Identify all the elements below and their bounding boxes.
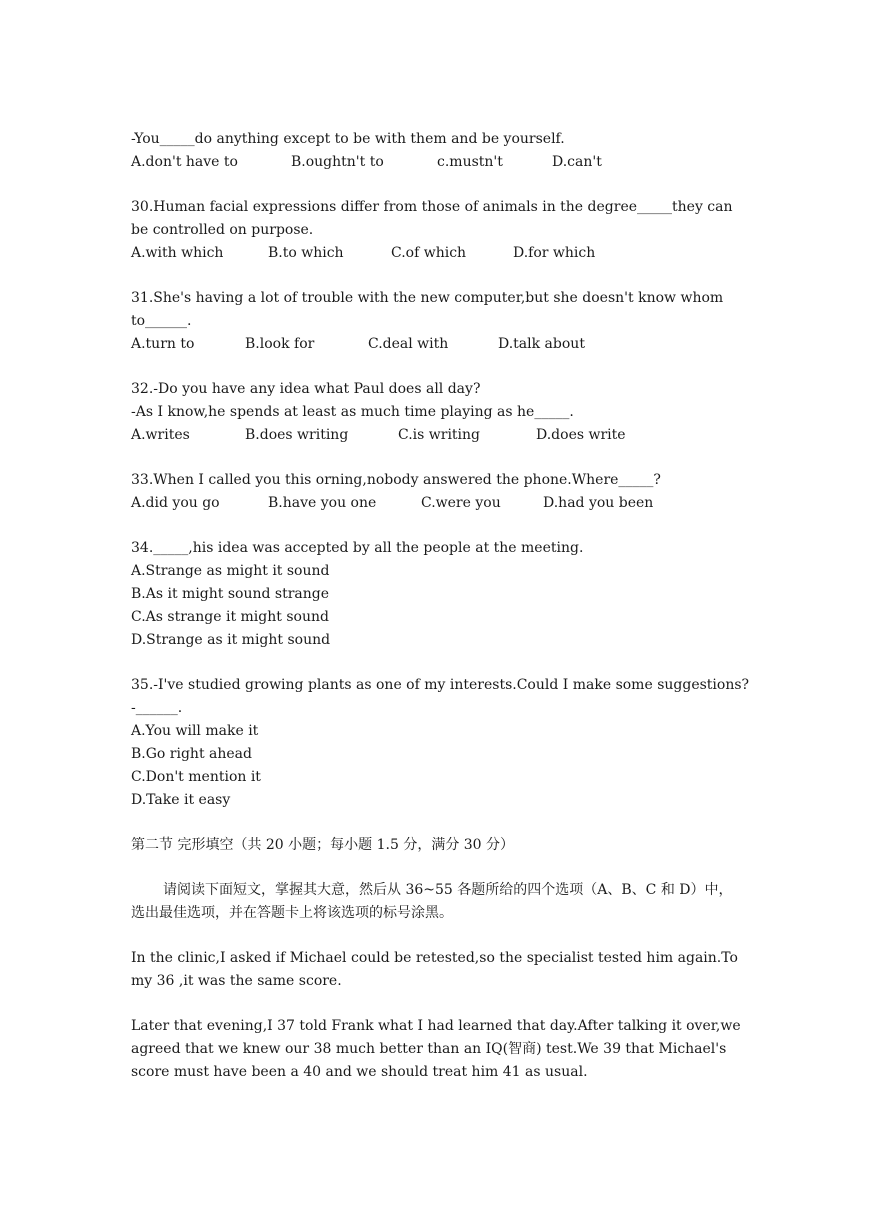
option-c: C.were you (421, 495, 501, 511)
option-c: C.As strange it might sound (131, 609, 329, 625)
option-row (131, 492, 741, 515)
option-b: B.does writing (245, 427, 349, 443)
option-d: D.for which (513, 245, 596, 261)
option-row (131, 424, 741, 447)
option-c: C.of which (391, 245, 467, 261)
section-heading: 第二节 完形填空（共 20 小题；每小题 1.5 分，满分 30 分） (131, 837, 515, 853)
option-d: D.Take it easy (131, 792, 231, 808)
option-a: A.Strange as might it sound (131, 563, 330, 579)
option-d: D.talk about (498, 336, 585, 352)
passage-paragraph-1: In the clinic,I asked if Michael could be retested,so the specialist tested him again.To my 36 ,it was the same score. (131, 950, 738, 989)
question-text-continued: -As I know,he spends at least as much time playing as he_____. (131, 404, 574, 420)
question-31 (131, 287, 741, 356)
question-text: 32.-Do you have any idea what Paul does all day? (131, 381, 481, 397)
option-b: B.Go right ahead (131, 746, 252, 762)
option-c: C.Don't mention it (131, 769, 261, 785)
question-35 (131, 674, 750, 812)
question-text: -You_____do anything except to be with them and be yourself. (131, 131, 565, 147)
question-text: 30.Human facial expressions differ from those of animals in the degree_____they can (131, 199, 733, 215)
option-c: C.deal with (368, 336, 449, 352)
question-text-continued: be controlled on purpose. (131, 222, 314, 238)
option-a: A.writes (131, 427, 190, 443)
question-text-continued: to______. (131, 313, 192, 329)
option-row (131, 333, 741, 356)
option-c: C.is writing (398, 427, 481, 443)
question-text: 34._____,his idea was accepted by all the people at the meeting. (131, 540, 584, 556)
document-content (131, 128, 750, 1106)
option-b: B.have you one (268, 495, 377, 511)
option-d: D.had you been (543, 495, 654, 511)
option-d: D.does write (536, 427, 626, 443)
question-text: 31.She's having a lot of trouble with the new computer,but she doesn't know whom (131, 290, 724, 306)
option-row (131, 151, 741, 174)
question-text: 33.When I called you this orning,nobody answered the phone.Where_____? (131, 472, 661, 488)
option-b: B.oughtn't to (291, 154, 384, 170)
option-a: A.with which (131, 245, 224, 261)
option-c: c.mustn't (437, 154, 503, 170)
question-32 (131, 378, 741, 447)
section-instructions: 请阅读下面短文，掌握其大意，然后从 36~55 各题所给的四个选项（A、B、C 和 D）中，选出最佳选项，并在答题卡上将该选项的标号涂黑。 (131, 882, 733, 921)
option-d: D.Strange as it might sound (131, 632, 331, 648)
question-30 (131, 196, 741, 265)
option-row (131, 242, 741, 265)
question-29 (131, 128, 741, 174)
option-a: A.turn to (131, 336, 195, 352)
question-text: 35.-I've studied growing plants as one of my interests.Could I make some suggestions? (131, 677, 750, 693)
option-a: A.don't have to (131, 154, 238, 170)
option-b: B.to which (268, 245, 344, 261)
question-34 (131, 537, 741, 652)
option-a: A.You will make it (131, 723, 259, 739)
question-text-continued: -______. (131, 700, 183, 716)
option-d: D.can't (552, 154, 602, 170)
option-b: B.look for (245, 336, 315, 352)
option-a: A.did you go (131, 495, 220, 511)
option-b: B.As it might sound strange (131, 586, 330, 602)
passage-paragraph-2: Later that evening,I 37 told Frank what I had learned that day.After talking it over,we agreed that we knew our 38 much better than an IQ(智商) test.We 39 that Michael's score must have been a 40 and we should treat him 41 as usual. (131, 1018, 741, 1080)
question-33 (131, 469, 741, 515)
